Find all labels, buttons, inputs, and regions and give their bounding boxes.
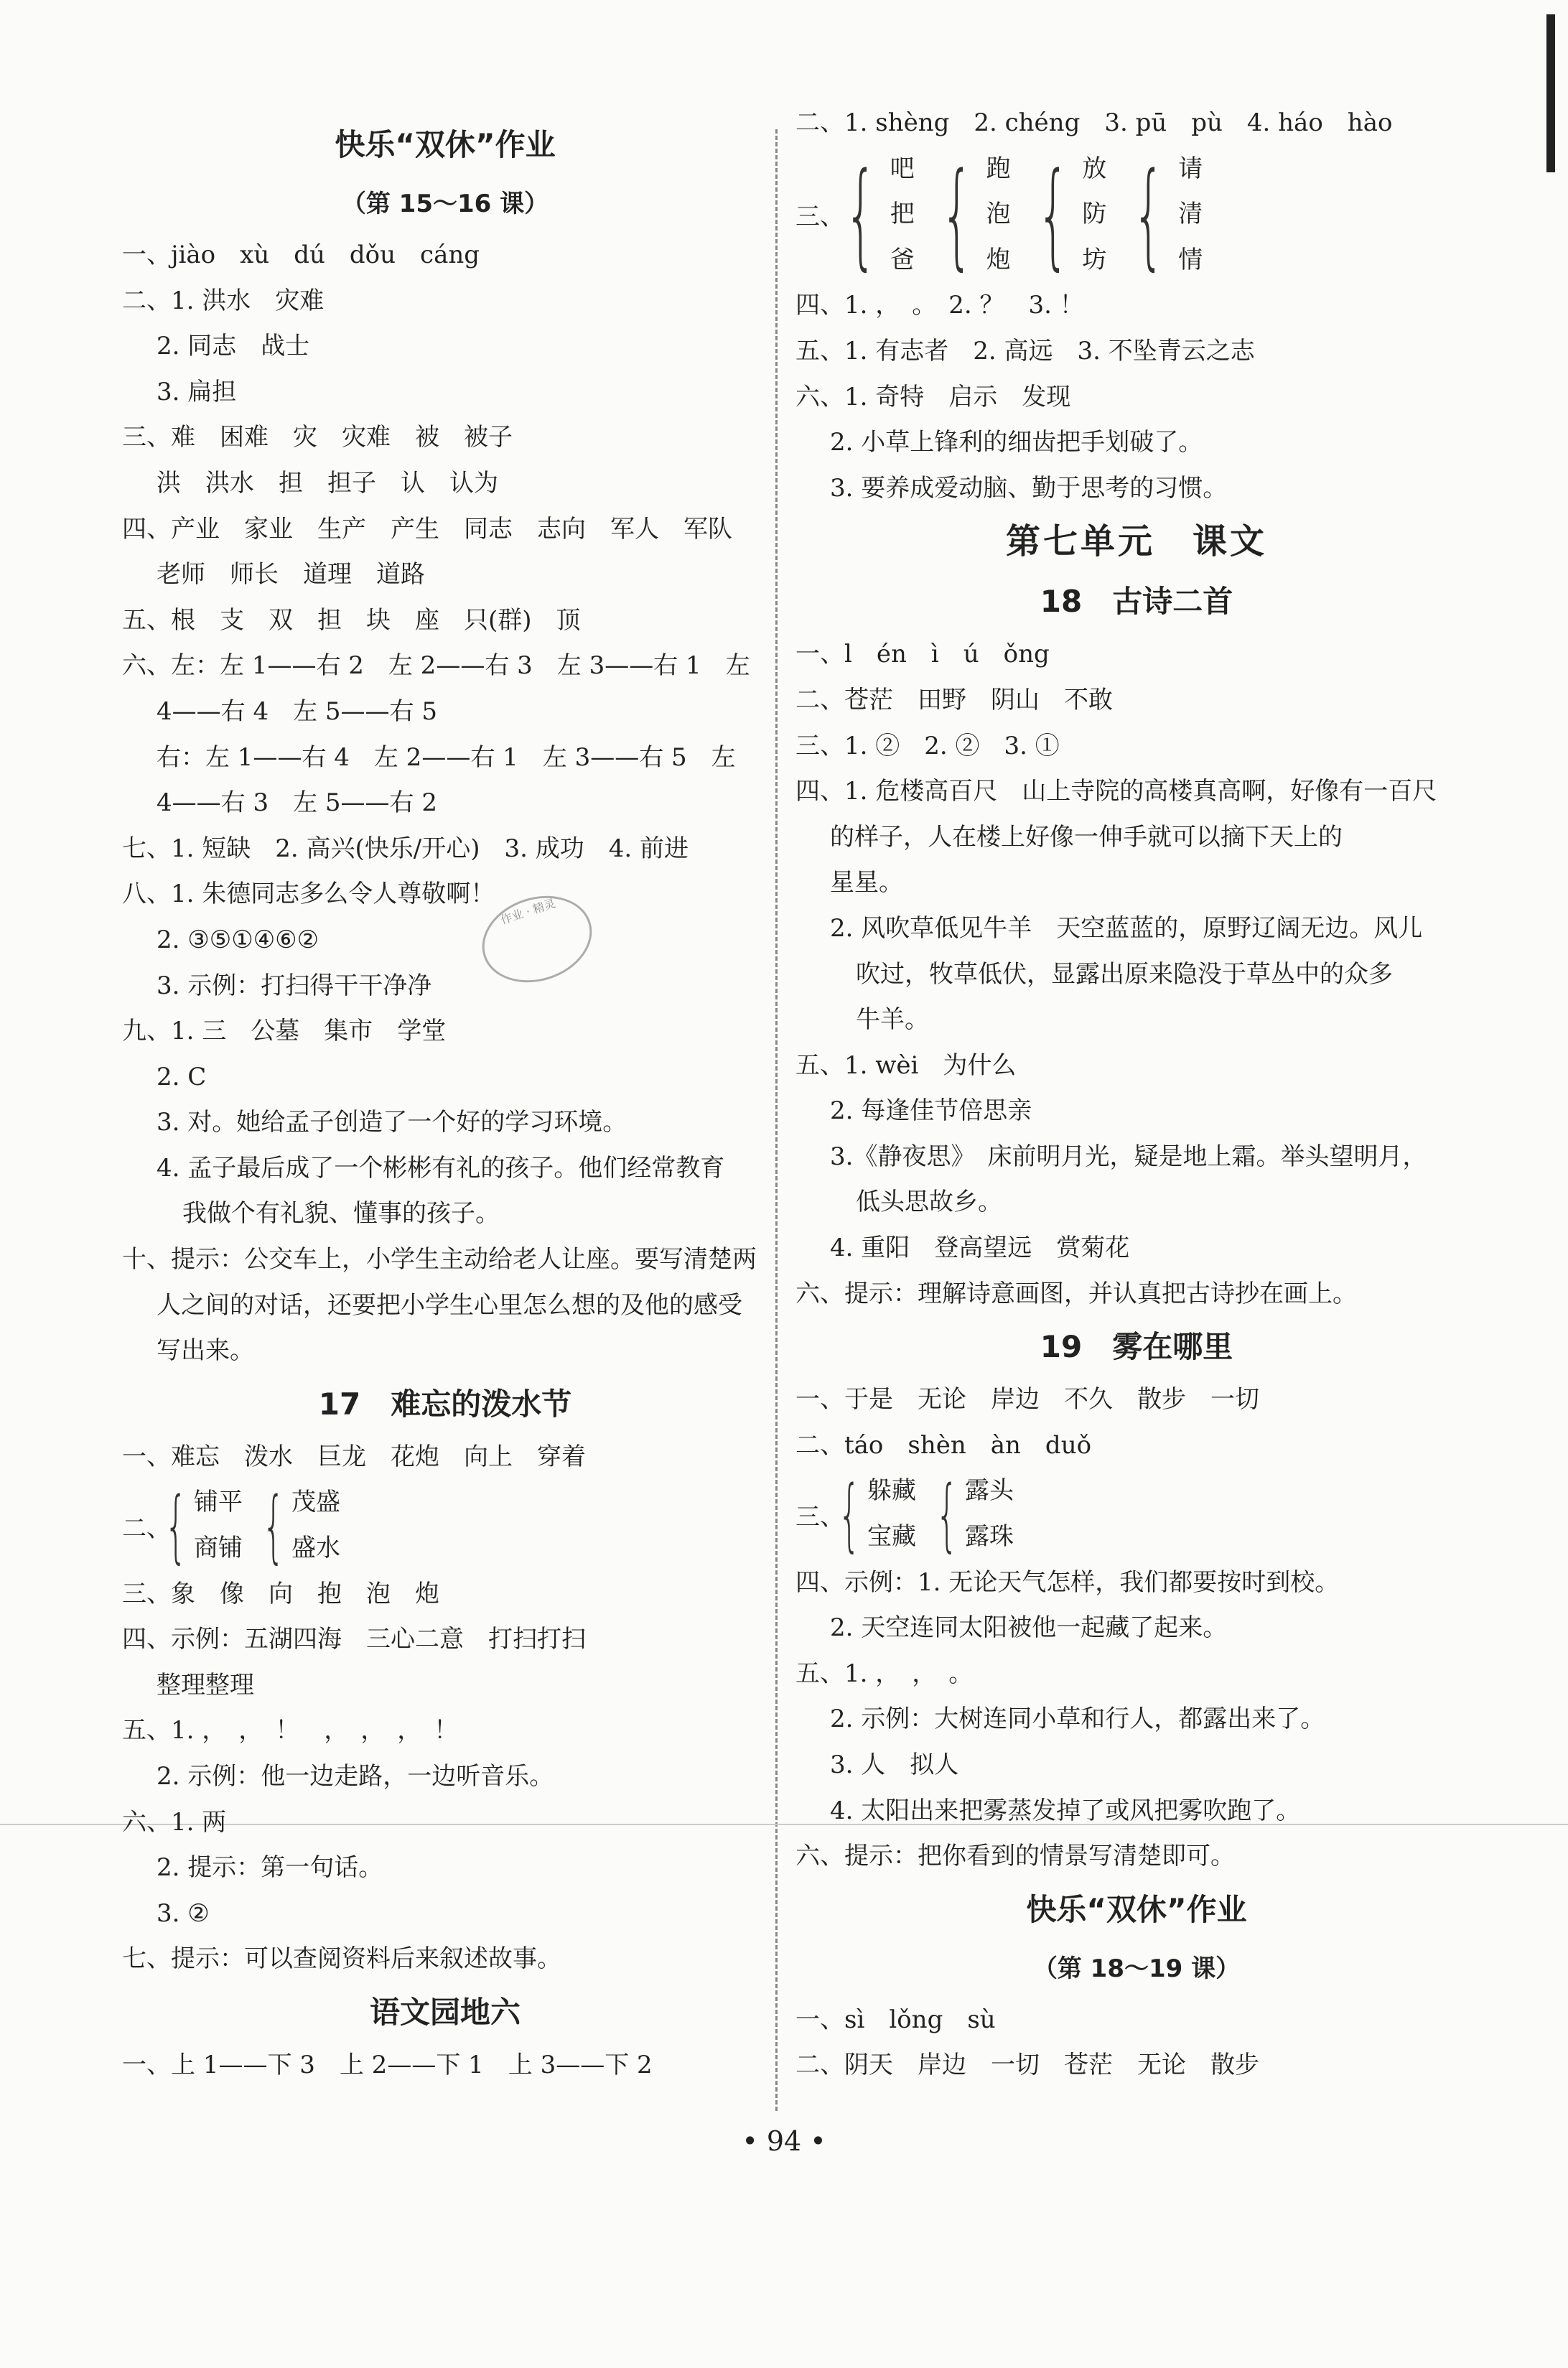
answer-line: 4. 重阳 登高望远 赏菊花 [830, 1234, 1130, 1263]
section-title-lesson-17: 17 难忘的泼水节 [318, 1386, 572, 1422]
answer-line: 一、上 1——下 3 上 2——下 1 上 3——下 2 [122, 2050, 653, 2079]
answer-line: 二、苍茫 田野 阴山 不敢 [795, 685, 1113, 714]
answer-line: 四、示例：1. 无论天气怎样，我们都要按时到校。 [795, 1567, 1340, 1597]
right-column [795, 108, 1478, 2089]
answer-line: 右：左 1——右 4 左 2——右 1 左 3——右 5 左 [157, 742, 736, 772]
answer-line: 2. 同志 战士 [157, 332, 310, 361]
left-column [122, 115, 768, 2089]
brace-answer-group: 三、 { 吧 把 爸 { 跑 泡 炮 { 放 防 坊 { 请 清 情 [795, 146, 1203, 281]
answer-line: 六、1. 两 [122, 1807, 227, 1837]
answer-line: 八、1. 朱德同志多么令人尊敬啊！ [122, 880, 495, 909]
section-title-weekend-1: 快乐“双休”作业 [335, 127, 556, 162]
answer-line: 3. ② [157, 1898, 210, 1928]
answer-line: 的样子，人在楼上好像一伸手就可以摘下天上的 [830, 822, 1343, 852]
answer-line: 2. 提示：第一句话。 [157, 1853, 383, 1883]
answer-line: 三、1. ② 2. ② 3. ① [795, 731, 1060, 760]
answer-line: 六、左：左 1——右 2 左 2——右 3 左 3——右 1 左 [122, 651, 750, 681]
answer-line: 我做个有礼貌、懂事的孩子。 [182, 1199, 500, 1229]
answer-line: 二、1. 洪水 灾难 [122, 286, 325, 315]
answer-line: 3.《静夜思》 床前明月光，疑是地上霜。举头望明月， [830, 1142, 1427, 1171]
answer-line: 老师 师长 道理 道路 [157, 560, 425, 589]
answer-line: 2. 示例：他一边走路，一边听音乐。 [157, 1762, 554, 1791]
answer-line: 2. ③⑤①④⑥② [157, 925, 319, 954]
answer-line: 四、1. 危楼高百尺 山上寺院的高楼真高啊，好像有一百尺 [795, 777, 1437, 806]
unit-title-7: 第七单元 课文 [1005, 521, 1267, 562]
section-title-lesson-19: 19 雾在哪里 [1040, 1329, 1233, 1365]
answer-line: 九、1. 三 公墓 集市 学堂 [122, 1017, 447, 1046]
answer-line: 2. 风吹草低见牛羊 天空蓝蓝的，原野辽阔无边。风儿 [830, 913, 1423, 943]
answer-line: 七、1. 短缺 2. 高兴(快乐/开心) 3. 成功 4. 前进 [122, 834, 689, 863]
answer-line: 人之间的对话，还要把小学生心里怎么想的及他的感受 [157, 1290, 742, 1320]
answer-line: 三、难 困难 灾 灾难 被 被子 [122, 423, 513, 452]
answer-line: 吹过，牧草低伏，显露出原来隐没于草丛中的众多 [856, 959, 1393, 989]
answer-line: 六、提示：把你看到的情景写清楚即可。 [795, 1842, 1235, 1871]
answer-line: 2. 小草上锋利的细齿把手划破了。 [830, 428, 1203, 457]
answer-line: 一、sì lǒng sù [795, 2005, 996, 2034]
answer-line: 二、阴天 岸边 一切 苍茫 无论 散步 [795, 2051, 1259, 2080]
section-title-lesson-18: 18 古诗二首 [1040, 584, 1233, 620]
answer-line: 低头思故乡。 [856, 1188, 1002, 1217]
answer-line: 十、提示：公交车上，小学生主动给老人让座。要写清楚两 [122, 1245, 757, 1274]
column-divider [775, 129, 778, 2111]
answer-line: 星星。 [830, 868, 903, 898]
section-subtitle-lessons-18-19: （第 18～19 课） [1032, 1954, 1241, 1983]
watermark-stamp: 作业 · 精灵 [471, 882, 603, 997]
answer-line: 五、1. 有志者 2. 高远 3. 不坠青云之志 [795, 336, 1255, 365]
answer-line: 五、1. wèi 为什么 [795, 1050, 1017, 1080]
answer-line: 七、提示：可以查阅资料后来叙述故事。 [122, 1944, 561, 1974]
answer-line: 一、jiào xù dú dǒu cáng [122, 241, 480, 269]
page-number: • 94 • [742, 2125, 826, 2157]
answer-line: 3. 扁担 [157, 377, 237, 406]
answer-line: 五、根 支 双 担 块 座 只(群) 顶 [122, 605, 581, 635]
answer-line: 五、1. ， ， ！ ， ， ， ！ [122, 1716, 459, 1745]
answer-line: 整理整理 [157, 1670, 254, 1700]
answer-line: 三、象 像 向 抱 泡 炮 [122, 1579, 439, 1608]
answer-line: 洪 洪水 担 担子 认 认为 [157, 468, 498, 498]
answer-line: 四、产业 家业 生产 产生 同志 志向 军人 军队 [122, 514, 732, 544]
answer-line: 2. 每逢佳节倍思亲 [830, 1096, 1032, 1126]
answer-line: 3. 对。她给孟子创造了一个好的学习环境。 [157, 1108, 627, 1137]
answer-line: 2. 天空连同太阳被他一起藏了起来。 [830, 1613, 1228, 1643]
answer-line: 一、难忘 泼水 巨龙 花炮 向上 穿着 [122, 1442, 586, 1471]
answer-line: 4. 孟子最后成了一个彬彬有礼的孩子。他们经常教育 [157, 1153, 725, 1183]
brace-answer-group: 三、 { 躲藏 宝藏 { 露头 露珠 [795, 1468, 1014, 1561]
answer-line: 六、提示：理解诗意画图，并认真把古诗抄在画上。 [795, 1279, 1357, 1308]
answer-line: 4——右 3 左 5——右 2 [157, 788, 437, 818]
answer-line: 四、示例：五湖四海 三心二意 打扫打扫 [122, 1625, 586, 1654]
section-title-yuwen-yuandi-6: 语文园地六 [369, 1994, 521, 2030]
answer-line: 二、1. shèng 2. chéng 3. pū pù 4. háo hào [795, 108, 1393, 137]
scan-edge-mark [1546, 14, 1555, 172]
answer-line: 2. 示例：大树连同小草和行人，都露出来了。 [830, 1705, 1325, 1734]
answer-line: 4——右 4 左 5——右 5 [157, 696, 437, 726]
answer-line: 写出来。 [157, 1336, 254, 1366]
answer-line: 3. 人 拟人 [830, 1751, 959, 1779]
section-subtitle-lessons-15-16: （第 15～16 课） [341, 190, 549, 218]
answer-line: 六、1. 奇特 启示 发现 [795, 382, 1071, 411]
answer-line: 五、1. ， ， 。 [795, 1659, 974, 1688]
answer-line: 四、1. ， 。 2. ？ 3. ！ [795, 291, 1084, 320]
answer-line: 一、于是 无论 岸边 不久 散步 一切 [795, 1385, 1259, 1414]
answer-line: 一、l én ì ú ǒng [795, 640, 1050, 669]
answer-line: 4. 太阳出来把雾蒸发掉了或风把雾吹跑了。 [830, 1796, 1301, 1825]
answer-line: 2. C [157, 1062, 207, 1091]
answer-line: 二、táo shèn àn duǒ [795, 1430, 1092, 1460]
answer-line: 牛羊。 [856, 1005, 929, 1035]
answer-line: 3. 要养成爱动脑、勤于思考的习惯。 [830, 473, 1228, 503]
brace-answer-group: 二、 { 铺平 商铺 { 茂盛 盛水 [122, 1480, 340, 1572]
section-title-weekend-2: 快乐“双休”作业 [1026, 1891, 1247, 1927]
answer-line: 3. 示例：打扫得干干净净 [157, 971, 432, 1000]
